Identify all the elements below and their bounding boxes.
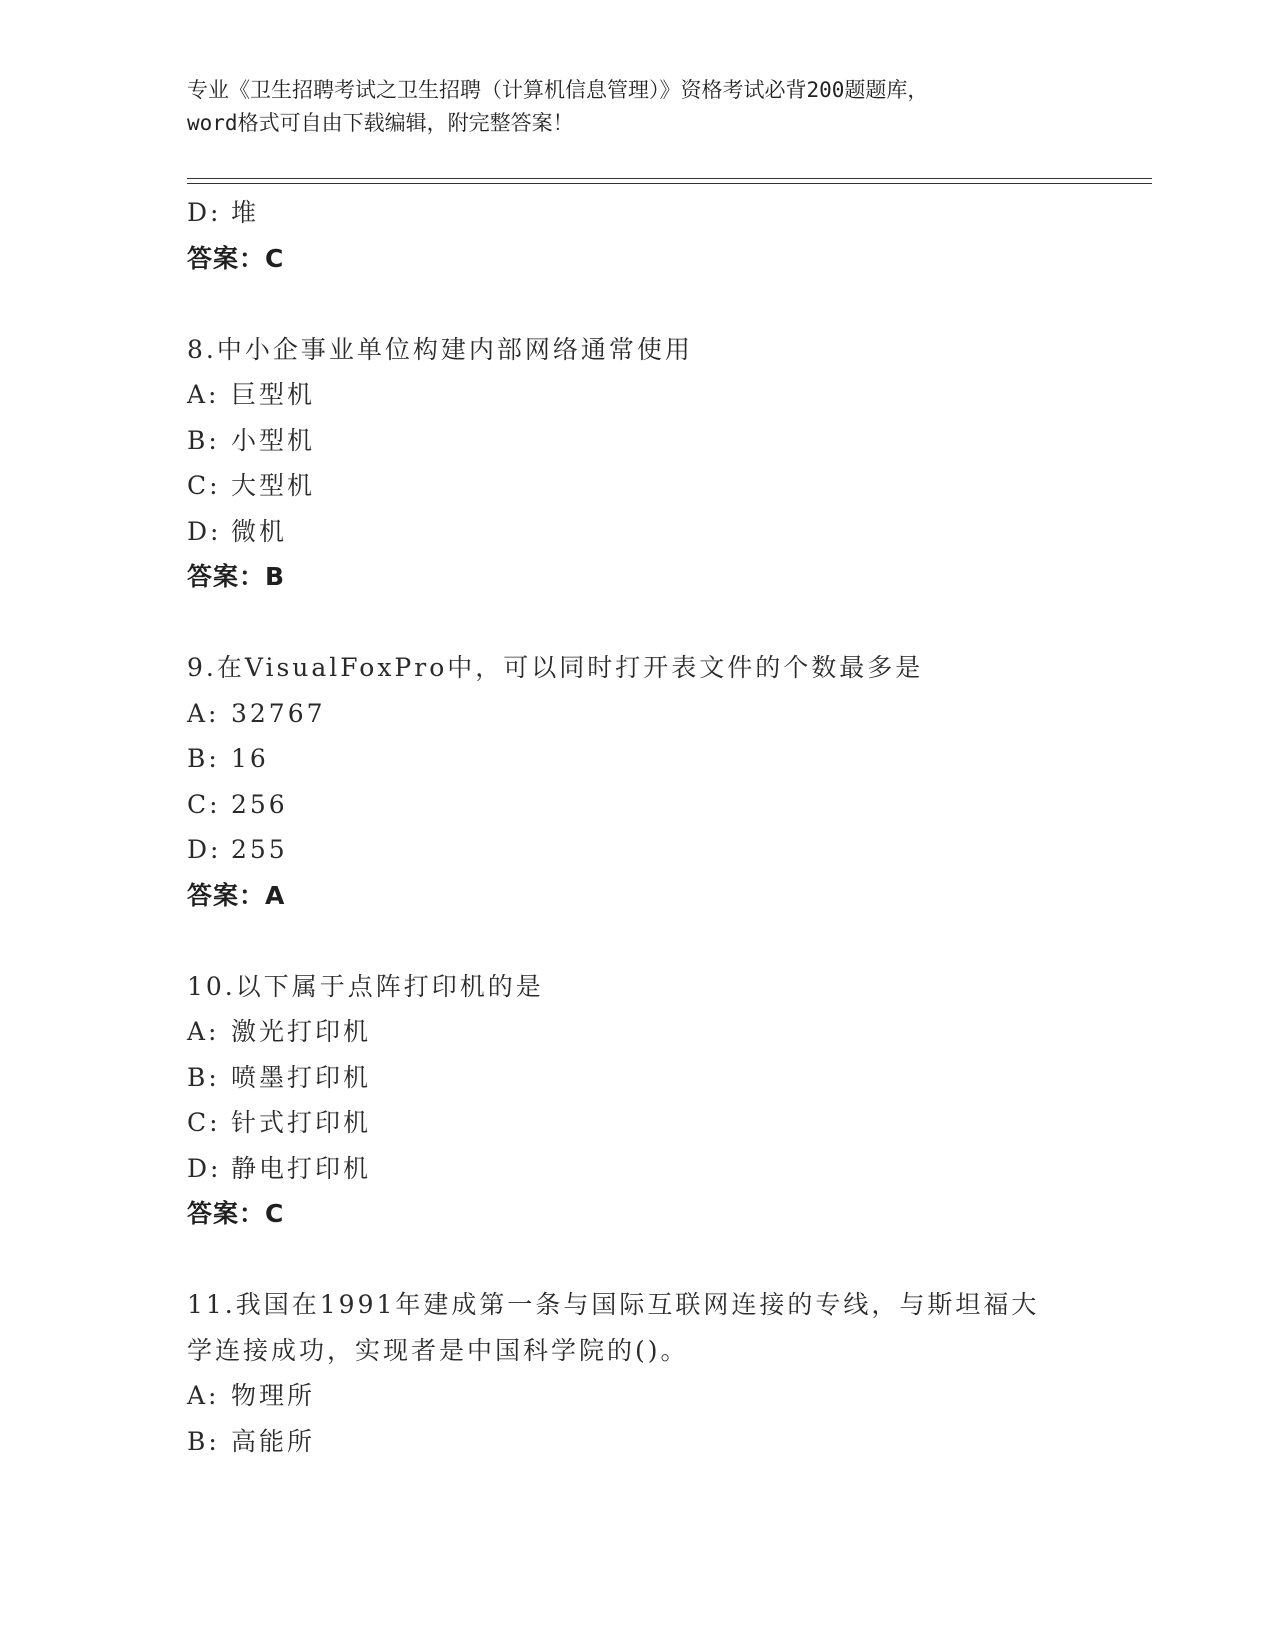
- option-d: [187, 827, 1067, 873]
- question-stem: 10.以下属于点阵打印机的是: [187, 971, 544, 1001]
- option-text: 激光打印机: [231, 1017, 372, 1046]
- option-label: D:: [187, 835, 222, 864]
- option-label: A:: [187, 698, 220, 728]
- option-b: [187, 418, 1067, 464]
- question-list: [187, 190, 1067, 1464]
- option-c: [187, 463, 1067, 509]
- option-text: 物理所: [231, 1381, 316, 1410]
- option-b: [187, 736, 1067, 782]
- question-stem: 8.中小企事业单位构建内部网络通常使用: [187, 334, 693, 364]
- spacer: [187, 918, 1067, 964]
- option-text: 巨型机: [231, 380, 316, 409]
- option-b: [187, 1055, 1067, 1101]
- header-title-line-1: 专业《卫生招聘考试之卫生招聘（计算机信息管理）》资格考试必背200题题库，: [187, 78, 929, 102]
- spacer: [187, 281, 1067, 327]
- option-text: 喷墨打印机: [231, 1062, 372, 1092]
- question-stem-line-2: 学连接成功，实现者是中国科学院的()。: [187, 1335, 689, 1365]
- option-text: 32767: [231, 698, 326, 728]
- option-label: C:: [187, 789, 221, 819]
- option-text: 高能所: [231, 1426, 316, 1456]
- option-label: A:: [187, 1017, 220, 1046]
- option-a: [187, 1373, 1067, 1419]
- spacer: [187, 600, 1067, 646]
- option-text: 16: [231, 744, 269, 773]
- option-c: [187, 782, 1067, 828]
- option-a: [187, 372, 1067, 418]
- question-stem-line-1: 11.我国在1991年建成第一条与国际互联网连接的专线，与斯坦福大: [187, 1290, 1040, 1319]
- answer-line: 答案：A: [187, 880, 286, 910]
- option-label: C:: [187, 471, 221, 500]
- option-text: 针式打印机: [231, 1108, 372, 1137]
- header-title-line-2: word格式可自由下载编辑，附完整答案！: [187, 111, 574, 135]
- option-c: [187, 1100, 1067, 1146]
- answer-line: 答案：B: [187, 562, 286, 591]
- option-label: A:: [187, 380, 220, 409]
- option-text: 大型机: [231, 471, 316, 500]
- spacer: [187, 1237, 1067, 1283]
- option-a: [187, 1009, 1067, 1055]
- option-b: [187, 1419, 1067, 1465]
- option-text: 静电打印机: [231, 1153, 372, 1183]
- option-label: B:: [187, 425, 220, 455]
- header-divider-bottom: [187, 183, 1152, 184]
- option-text: 256: [231, 789, 288, 819]
- option-label: B:: [187, 1062, 220, 1092]
- answer-line: 答案：C: [187, 243, 285, 273]
- option-text: 堆: [231, 198, 260, 227]
- option-text: 255: [231, 835, 288, 864]
- header-divider-top: [187, 178, 1152, 179]
- answer-line: 答案：C: [187, 1199, 285, 1228]
- option-label: D:: [187, 1153, 222, 1183]
- option-d: [187, 1146, 1067, 1192]
- option-a: [187, 691, 1067, 737]
- option-label: B:: [187, 744, 220, 773]
- question-stem: 9.在VisualFoxPro中，可以同时打开表文件的个数最多是: [187, 653, 924, 682]
- option-label: C:: [187, 1108, 221, 1137]
- option-label: D:: [187, 516, 222, 546]
- option-text: 微机: [231, 516, 288, 546]
- option-d: [187, 190, 1067, 236]
- page-header: [187, 74, 1067, 140]
- option-text: 小型机: [231, 425, 316, 455]
- option-d: [187, 509, 1067, 555]
- option-label: B:: [187, 1426, 220, 1456]
- option-label: A:: [187, 1381, 220, 1410]
- option-label: D:: [187, 198, 222, 227]
